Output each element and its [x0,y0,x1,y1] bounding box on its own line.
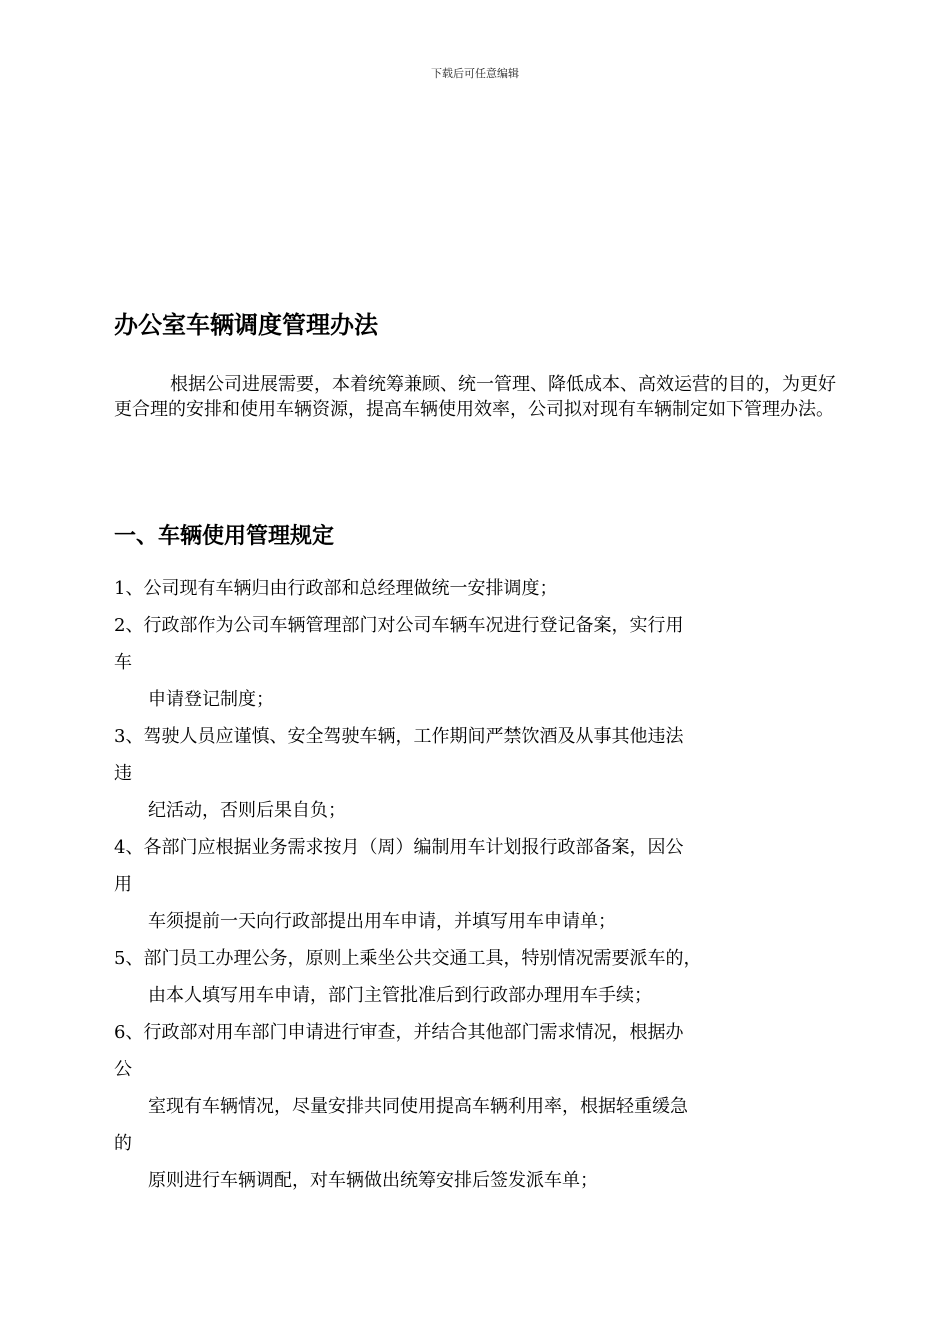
rule-5-line: 5、部门员工办理公务，原则上乘坐公共交通工具，特别情况需要派车的， [114,948,702,969]
rule-3-wrap-char: 违 [114,763,132,784]
intro-paragraph: 根据公司进展需要，本着统筹兼顾、统一管理、降低成本、高效运营的目的，为更好更合理的安排和使用车辆资源，提高车辆使用效率，公司拟对现有车辆制定如下管理办法。 [114,374,836,420]
rule-2-wrap-char: 车 [114,652,132,673]
section-heading-vehicle-rules: 一、车辆使用管理规定 [114,524,335,549]
rule-6-continuation: 室现有车辆情况，尽量安排共同使用提高车辆利用率，根据轻重缓急 [148,1096,688,1117]
rule-6-wrap-char: 公 [114,1059,132,1080]
rule-4-wrap-char: 用 [114,874,132,895]
rule-2-continuation: 申请登记制度； [148,689,274,710]
vehicle-rules-list [114,570,838,1199]
rule-6-line: 6、行政部对用车部门申请进行审查，并结合其他部门需求情况，根据办 [114,1022,684,1043]
rule-6-wrap-char-2: 的 [114,1133,132,1154]
rule-3-line: 3、驾驶人员应谨慎、安全驾驶车辆，工作期间严禁饮酒及从事其他违法 [114,726,684,747]
rule-1-line: 1、公司现有车辆归由行政部和总经理做统一安排调度； [114,578,558,599]
rule-4-continuation: 车须提前一天向行政部提出用车申请，并填写用车申请单； [148,911,616,932]
document-title: 办公室车辆调度管理办法 [114,311,378,339]
rule-5-continuation: 由本人填写用车申请，部门主管批准后到行政部办理用车手续； [148,985,652,1006]
rule-4-line: 4、各部门应根据业务需求按月（周）编制用车计划报行政部备案，因公 [114,837,684,858]
page-header-note: 下载后可任意编辑 [431,67,519,80]
rule-2-line: 2、行政部作为公司车辆管理部门对公司车辆车况进行登记备案，实行用 [114,615,684,636]
rule-6-continuation-2: 原则进行车辆调配，对车辆做出统筹安排后签发派车单； [148,1170,598,1191]
rule-3-continuation: 纪活动，否则后果自负； [148,800,346,821]
